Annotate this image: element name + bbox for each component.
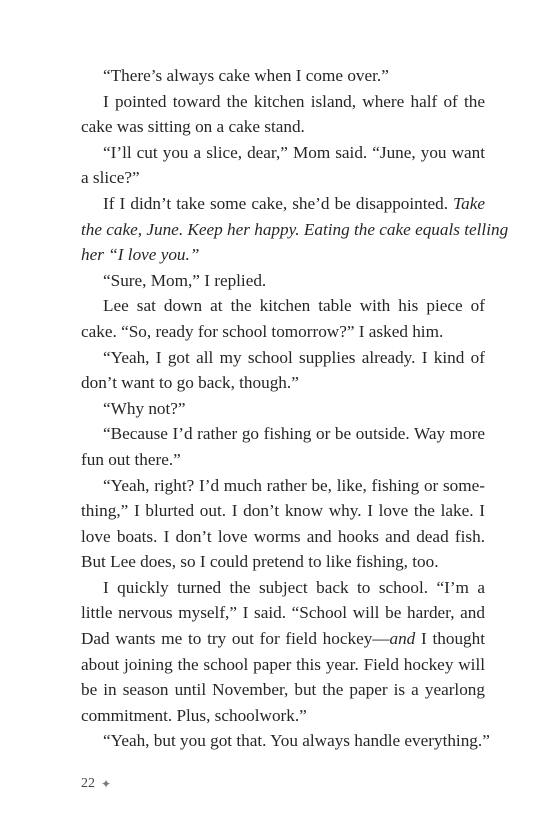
text-line: fun out there.” [81,449,181,469]
text-line: But Lee does, so I could pretend to like fishing, too. [81,552,439,572]
text-line: “Why not?” [103,398,186,418]
text-line: little nervous myself,” I said. “School will be harder, and [81,603,485,623]
text-segment: I thought [415,629,485,649]
text-line: “There’s always cake when I come over.” [103,66,389,85]
italic-text: her “I love you.” [81,245,200,265]
text-line: I pointed toward the kitchen island, where half of the [103,91,485,111]
text-line: cake was sitting on a cake stand. [81,117,305,137]
text-line [81,217,509,243]
text-line: “Yeah, right? I’d much rather be, like, fishing or some- [103,475,485,495]
italic-text: Take [453,193,485,213]
text-line: “I’ll cut you a slice, dear,” Mom said. “June, you want [103,142,485,162]
text-line: “Yeah, I got all my school supplies already. I kind of [103,347,485,367]
text-line: “Yeah, but you got that. You always handle everything.” [103,731,490,751]
text-line: don’t want to go back, though.” [81,373,299,393]
ornament-icon: ✦ [101,776,112,791]
book-page-text [81,63,509,754]
text-line: love boats. I don’t love worms and hooks and dead fish. [81,526,485,546]
text-line: thing,” I blurted out. I don’t know why. I love the lake. I [81,501,485,521]
text-line: commitment. Plus, schoolwork.” [81,705,307,725]
italic-text: the cake, June. Keep her happy. Eating the cake equals telling [81,219,509,239]
text-line [81,626,485,652]
page-number: 22 [81,776,95,791]
text-line: cake. “So, ready for school tomorrow?” I asked him. [81,321,444,341]
text-line: about joining the school paper this year. Field hockey will [81,654,485,674]
text-line: I quickly turned the subject back to school. “I’m a [103,577,485,597]
italic-text: and [389,629,416,649]
text-line: Lee sat down at the kitchen table with his piece of [103,296,485,316]
text-line: “Because I’d rather go fishing or be outside. Way more [103,424,485,444]
text-segment: Dad wants me to try out for field hockey— [81,629,390,649]
text-line: a slice?” [81,168,140,188]
page-footer [81,776,111,792]
text-line: “Sure, Mom,” I replied. [103,270,267,290]
text-line [81,191,485,217]
text-segment: If I didn’t take some cake, she’d be disappointed. [103,193,454,213]
text-line [81,242,485,268]
text-line: be in season until November, but the paper is a yearlong [81,680,485,700]
